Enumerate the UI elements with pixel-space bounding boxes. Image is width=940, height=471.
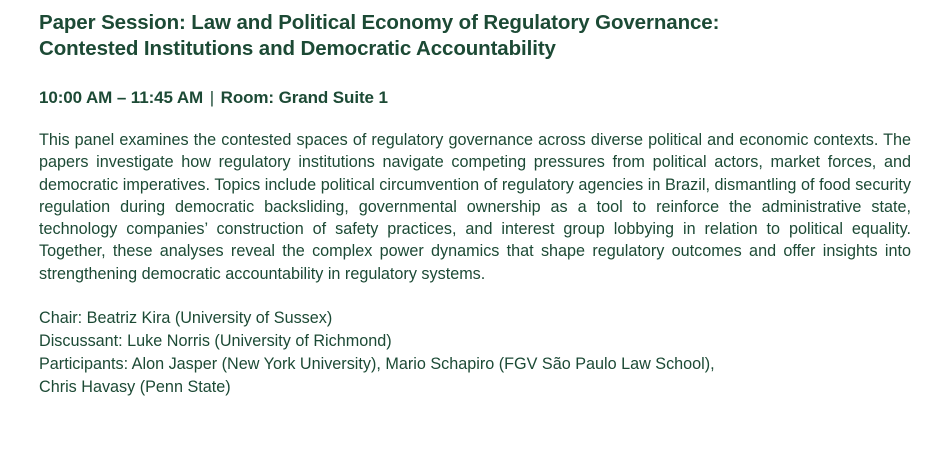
session-title-line-2: Contested Institutions and Democratic Accountability [39, 37, 556, 60]
session-participants-line-2: Chris Havasy (Penn State) [39, 378, 231, 397]
session-time-room [39, 87, 911, 109]
separator: | [209, 88, 215, 107]
session-card [39, 10, 911, 399]
session-title [39, 10, 911, 62]
session-title-line-1: Paper Session: Law and Political Economy of Regulatory Governance: [39, 11, 720, 34]
session-participants-line-1: Participants: Alon Jasper (New York University), Mario Schapiro (FGV São Paulo Law School), [39, 355, 715, 374]
session-abstract: This panel examines the contested spaces of regulatory governance across diverse political and economic contexts. The papers investigate how regulatory institutions navigate competing pressures from political actors, market forces, and democratic imperatives. Topics include political circumvention of regulatory agencies in Brazil, dismantling of food security regulation during democratic backsliding, governmental ownership as a tool to reinforce the administrative state, technology companies’ construction of safety practices, and interest group lobbying in relation to political equality. Together, these analyses reveal the complex power dynamics that shape regulatory outcomes and offer insights into strengthening democratic accountability in regulatory systems. [39, 131, 911, 283]
session-time: 10:00 AM – 11:45 AM [39, 88, 204, 107]
session-discussant: Discussant: Luke Norris (University of Richmond) [39, 332, 392, 351]
session-chair: Chair: Beatriz Kira (University of Sussex) [39, 309, 333, 328]
session-people [39, 307, 911, 399]
session-room: Room: Grand Suite 1 [220, 88, 388, 107]
